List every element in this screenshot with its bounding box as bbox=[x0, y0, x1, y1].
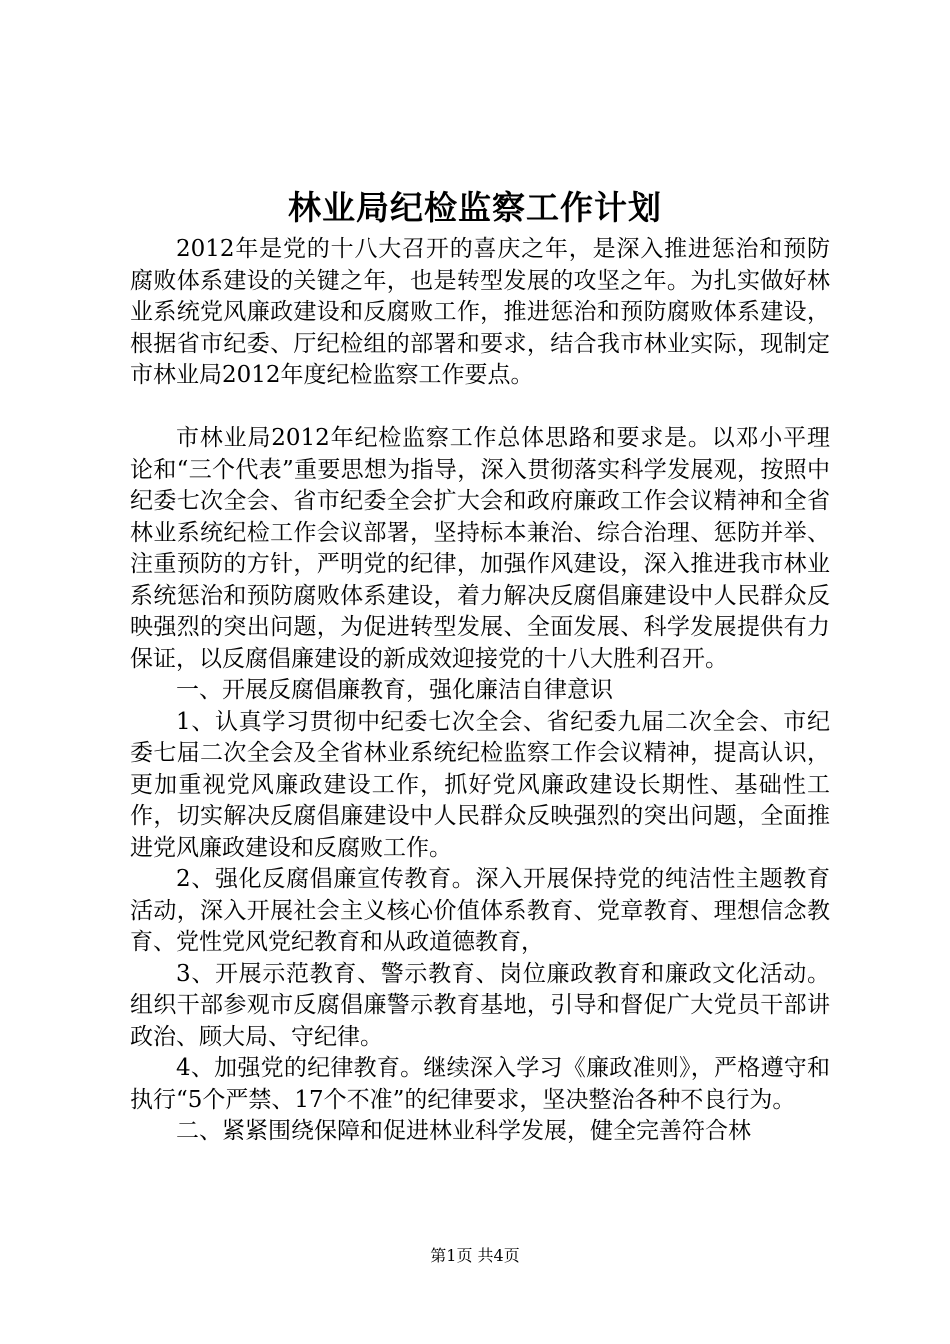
section-heading-2: 二、紧紧围绕保障和促进林业科学发展，健全完善符合林 bbox=[176, 1118, 751, 1144]
paragraph-item-4: 4、加强党的纪律教育。继续深入学习《廉政准则》，严格遵守和执行“5个严禁、17个不准”的纪律要求，坚决整治各种不良行为。 bbox=[130, 1055, 830, 1113]
paragraph-item-1: 1、认真学习贯彻中纪委七次全会、省纪委九届二次全会、市纪委七届二次全会及全省林业系统纪检监察工作会议精神，提高认识，更加重视党风廉政建设工作，抓好党风廉政建设长期性、基础性工作，切实解决反腐倡廉建设中人民群众反映强烈的突出问题，全面推进党风廉政建设和反腐败工作。 bbox=[130, 708, 830, 861]
section-heading-1: 一、开展反腐倡廉教育，强化廉洁自律意识 bbox=[176, 677, 613, 703]
document-title: 林业局纪检监察工作计划 bbox=[288, 188, 662, 227]
paragraph-overall-approach: 市林业局2012年纪检监察工作总体思路和要求是。以邓小平理论和“三个代表”重要思想为指导，深入贯彻落实科学发展观，按照中纪委七次全会、省市纪委全会扩大会和政府廉政工作会议精神和全省林业系统纪检工作会议部署，坚持标本兼治、综合治理、惩防并举、注重预防的方针，严明党的纪律，加强作风建设，深入推进我市林业系统惩治和预防腐败体系建设，着力解决反腐倡廉建设中人民群众反映强烈的突出问题，为促进转型发展、全面发展、科学发展提供有力保证，以反腐倡廉建设的新成效迎接党的十八大胜利召开。 bbox=[130, 425, 830, 672]
paragraph-item-2: 2、强化反腐倡廉宣传教育。深入开展保持党的纯洁性主题教育活动，深入开展社会主义核心价值体系教育、党章教育、理想信念教育、党性党风党纪教育和从政道德教育， bbox=[130, 866, 830, 955]
page-footer: 第1页 共4页 bbox=[430, 1246, 520, 1265]
paragraph-intro: 2012年是党的十八大召开的喜庆之年，是深入推进惩治和预防腐败体系建设的关键之年，也是转型发展的攻坚之年。为扎实做好林业系统党风廉政建设和反腐败工作，推进惩治和预防腐败体系建设，根据省市纪委、厅纪检组的部署和要求，结合我市林业实际，现制定市林业局2012年度纪检监察工作要点。 bbox=[130, 236, 830, 388]
document-body bbox=[130, 234, 830, 1148]
paragraph-item-3: 3、开展示范教育、警示教育、岗位廉政教育和廉政文化活动。组织干部参观市反腐倡廉警示教育基地，引导和督促广大党员干部讲政治、顾大局、守纪律。 bbox=[130, 960, 830, 1050]
